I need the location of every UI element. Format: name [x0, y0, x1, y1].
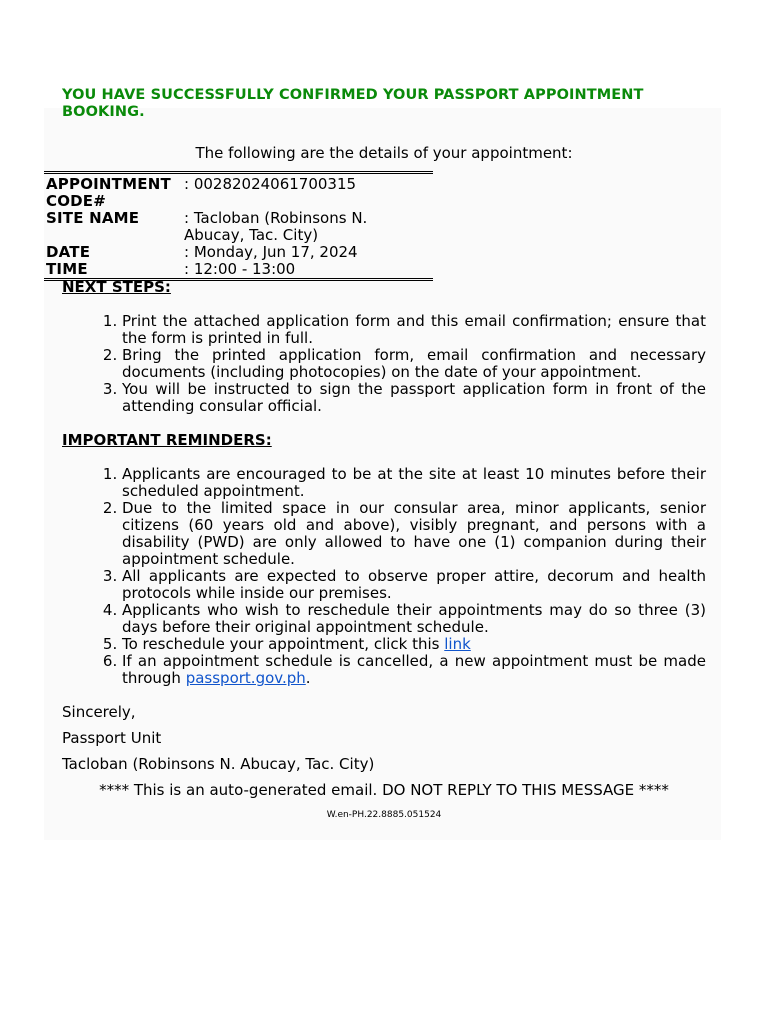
- time-label: TIME: [46, 260, 88, 278]
- closing-unit: Passport Unit: [62, 729, 162, 747]
- cancelled-text-end: .: [305, 669, 311, 687]
- detail-row-site: [46, 210, 433, 244]
- template-code: W.en-PH.22.8885.051524: [326, 810, 442, 820]
- next-steps-title: NEXT STEPS:: [62, 278, 171, 296]
- list-item: 2. Due to the limited space in our consular area, minor applicants, senior citizens (60 years old and above), visibly pregnant, and persons with a disability (PWD) are only allowed to have one (1) companion during their appointment schedule.: [122, 500, 706, 568]
- detail-row-code: [46, 176, 433, 210]
- passport-site-link[interactable]: passport.gov.ph: [185, 669, 306, 687]
- list-item: 3. All applicants are expected to observe proper attire, decorum and health protocols while inside our premises.: [122, 568, 706, 602]
- site-name-label: SITE NAME: [46, 209, 140, 227]
- time-value: : 12:00 - 13:00: [184, 260, 296, 278]
- closing-sincerely: Sincerely,: [62, 703, 136, 721]
- site-name-value: : Tacloban (Robinsons N. Abucay, Tac. City): [184, 209, 368, 244]
- closing-site: Tacloban (Robinsons N. Abucay, Tac. City): [62, 755, 375, 773]
- list-item: 2. Bring the printed application form, email confirmation and necessary documents (including photocopies) on the date of your appointment.: [122, 347, 706, 381]
- important-reminders-title: IMPORTANT REMINDERS:: [62, 431, 272, 449]
- detail-row-date: [46, 244, 433, 261]
- list-item: 3. You will be instructed to sign the passport application form in front of the attending consular official.: [122, 381, 706, 415]
- date-value: : Monday, Jun 17, 2024: [184, 243, 358, 261]
- appointment-code-value: : 00282024061700315: [184, 175, 357, 193]
- list-item: 1. Applicants are encouraged to be at the site at least 10 minutes before their scheduled appointment.: [122, 466, 706, 500]
- list-item-cancelled: [122, 653, 706, 687]
- list-item: 1. Print the attached application form and this email confirmation; ensure that the form is printed in full.: [122, 313, 706, 347]
- reschedule-link[interactable]: link: [444, 635, 471, 653]
- appointment-details-table: [44, 171, 433, 281]
- confirmation-headline: YOU HAVE SUCCESSFULLY CONFIRMED YOUR PASSPORT APPOINTMENT BOOKING.: [62, 87, 644, 120]
- list-item-reschedule: [122, 636, 706, 653]
- list-item: 4. Applicants who wish to reschedule their appointments may do so three (3) days before their original appointment schedule.: [122, 602, 706, 636]
- detail-row-time: [46, 261, 433, 278]
- details-intro: The following are the details of your appointment:: [195, 144, 573, 162]
- cancelled-text: If an appointment schedule is cancelled, a new appointment must be made through: [122, 652, 706, 687]
- next-steps-list: [72, 313, 706, 415]
- auto-generated-notice: **** This is an auto-generated email. DO NOT REPLY TO THIS MESSAGE ****: [99, 781, 669, 799]
- date-label: DATE: [46, 243, 91, 261]
- appointment-code-label: APPOINTMENT CODE#: [46, 175, 171, 210]
- reschedule-text: To reschedule your appointment, click this: [122, 635, 445, 653]
- reminders-list: [72, 466, 706, 687]
